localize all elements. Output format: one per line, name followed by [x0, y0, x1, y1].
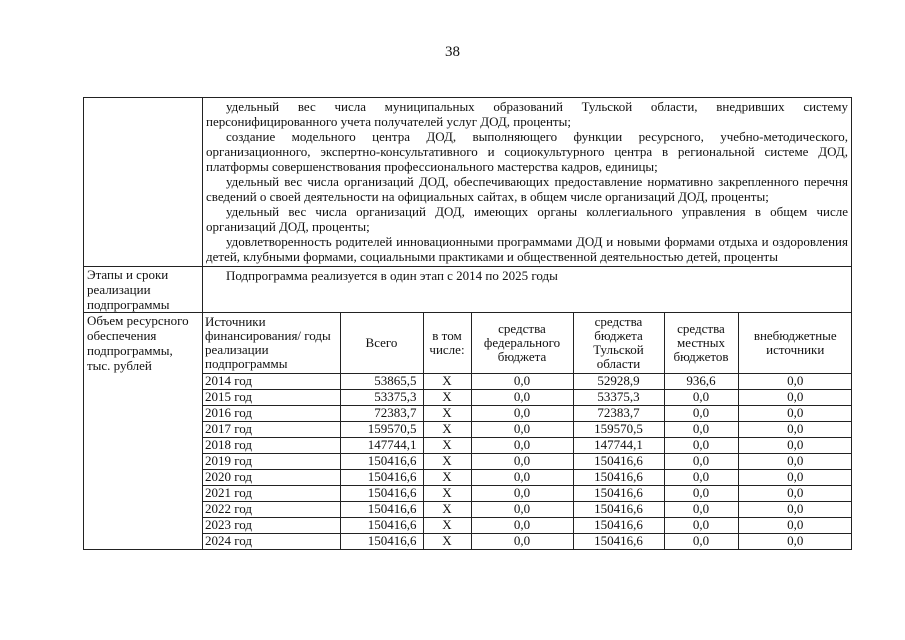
page-number: 38	[445, 44, 460, 60]
cell-year: 2021 год	[203, 486, 340, 502]
cell-federal: 0,0	[471, 502, 573, 518]
cell-extrabudget: 0,0	[738, 534, 852, 550]
cell-extrabudget: 0,0	[738, 486, 852, 502]
indicator-paragraph: создание модельного центра ДОД, выполняющего функции ресурсного, учебно-методического, организационного, экспертно-консультативного и социокультурного центра в региональной системе ДОД, платформы совершенствования профессионального мастерства кадров, единицы;	[206, 129, 848, 174]
cell-extrabudget: 0,0	[738, 438, 852, 454]
cell-regional: 150416,6	[573, 502, 664, 518]
cell-extrabudget: 0,0	[738, 390, 852, 406]
cell-local: 0,0	[664, 422, 738, 438]
targets-content-cell	[203, 98, 852, 267]
table-row	[203, 406, 852, 422]
table-row	[203, 390, 852, 406]
indicator-paragraph: удельный вес числа организаций ДОД, имеющих органы коллегиального управления в общем числе организаций ДОД, проценты;	[206, 204, 848, 234]
cell-total: 150416,6	[340, 534, 423, 550]
targets-label-cell	[84, 98, 203, 267]
cell-regional: 150416,6	[573, 518, 664, 534]
table-row	[203, 422, 852, 438]
cell-total: 150416,6	[340, 470, 423, 486]
cell-local: 0,0	[664, 390, 738, 406]
cell-total: 53865,5	[340, 374, 423, 390]
cell-federal: 0,0	[471, 406, 573, 422]
cell-total: 150416,6	[340, 502, 423, 518]
table-row	[203, 502, 852, 518]
cell-year: 2023 год	[203, 518, 340, 534]
cell-local: 0,0	[664, 502, 738, 518]
cell-year: 2024 год	[203, 534, 340, 550]
cell-including: X	[423, 470, 471, 486]
stages-label: Этапы и сроки реализации подпрограммы	[84, 267, 203, 313]
table-row	[203, 470, 852, 486]
cell-including: X	[423, 374, 471, 390]
header-including: в том числе:	[423, 313, 471, 374]
cell-extrabudget: 0,0	[738, 454, 852, 470]
cell-federal: 0,0	[471, 470, 573, 486]
stages-text: Подпрограмма реализуется в один этап с 2014 по 2025 годы	[226, 268, 558, 283]
cell-including: X	[423, 518, 471, 534]
funding-label: Объем ресурсного обеспечения подпрограммы, тыс. рублей	[84, 313, 203, 550]
header-federal: средства федерального бюджета	[471, 313, 573, 374]
cell-regional: 150416,6	[573, 534, 664, 550]
cell-year: 2018 год	[203, 438, 340, 454]
cell-regional: 150416,6	[573, 470, 664, 486]
header-source: Источники финансирования/ годы реализации подпрограммы	[203, 313, 340, 374]
cell-including: X	[423, 438, 471, 454]
cell-federal: 0,0	[471, 518, 573, 534]
cell-year: 2015 год	[203, 390, 340, 406]
passport-table	[83, 97, 852, 550]
cell-total: 150416,6	[340, 518, 423, 534]
cell-regional: 159570,5	[573, 422, 664, 438]
cell-including: X	[423, 422, 471, 438]
cell-extrabudget: 0,0	[738, 374, 852, 390]
cell-year: 2017 год	[203, 422, 340, 438]
funding-row	[84, 313, 852, 550]
cell-local: 0,0	[664, 486, 738, 502]
header-regional: средства бюджета Тульской области	[573, 313, 664, 374]
cell-extrabudget: 0,0	[738, 422, 852, 438]
cell-federal: 0,0	[471, 390, 573, 406]
cell-including: X	[423, 502, 471, 518]
cell-local: 0,0	[664, 470, 738, 486]
cell-local: 0,0	[664, 534, 738, 550]
cell-including: X	[423, 534, 471, 550]
header-local: средства местных бюджетов	[664, 313, 738, 374]
cell-year: 2019 год	[203, 454, 340, 470]
table-row	[203, 438, 852, 454]
cell-year: 2016 год	[203, 406, 340, 422]
cell-including: X	[423, 406, 471, 422]
cell-local: 936,6	[664, 374, 738, 390]
indicator-paragraph: удовлетворенность родителей инновационными программами ДОД и новыми формами отдыха и оздоровления детей, клубными формами, социальными практиками и общественной деятельностью детей, проценты	[206, 234, 848, 264]
header-extrabudget: внебюджетные источники	[738, 313, 852, 374]
cell-total: 53375,3	[340, 390, 423, 406]
cell-extrabudget: 0,0	[738, 406, 852, 422]
cell-including: X	[423, 390, 471, 406]
targets-row	[84, 98, 852, 267]
cell-local: 0,0	[664, 518, 738, 534]
cell-federal: 0,0	[471, 486, 573, 502]
cell-regional: 53375,3	[573, 390, 664, 406]
cell-including: X	[423, 454, 471, 470]
cell-local: 0,0	[664, 406, 738, 422]
cell-year: 2020 год	[203, 470, 340, 486]
cell-total: 150416,6	[340, 454, 423, 470]
stages-row	[84, 267, 852, 313]
cell-federal: 0,0	[471, 454, 573, 470]
funding-content-cell	[203, 313, 852, 550]
cell-federal: 0,0	[471, 374, 573, 390]
cell-regional: 150416,6	[573, 486, 664, 502]
indicator-paragraph: удельный вес числа муниципальных образований Тульской области, внедривших систему персонифицированного учета получателей услуг ДОД, проценты;	[206, 99, 848, 129]
cell-federal: 0,0	[471, 534, 573, 550]
cell-including: X	[423, 486, 471, 502]
cell-total: 72383,7	[340, 406, 423, 422]
cell-extrabudget: 0,0	[738, 470, 852, 486]
table-row	[203, 454, 852, 470]
table-row	[203, 486, 852, 502]
stages-content-cell	[203, 267, 852, 313]
table-row	[203, 374, 852, 390]
cell-regional: 150416,6	[573, 454, 664, 470]
funding-header-row	[203, 313, 852, 374]
funding-table	[203, 313, 852, 549]
table-row	[203, 518, 852, 534]
cell-year: 2014 год	[203, 374, 340, 390]
cell-total: 147744,1	[340, 438, 423, 454]
cell-year: 2022 год	[203, 502, 340, 518]
header-total: Всего	[340, 313, 423, 374]
cell-total: 159570,5	[340, 422, 423, 438]
funding-body	[203, 374, 852, 550]
cell-extrabudget: 0,0	[738, 518, 852, 534]
cell-extrabudget: 0,0	[738, 502, 852, 518]
cell-federal: 0,0	[471, 422, 573, 438]
cell-federal: 0,0	[471, 438, 573, 454]
cell-local: 0,0	[664, 438, 738, 454]
indicator-paragraph: удельный вес числа организаций ДОД, обеспечивающих предоставление нормативно закрепленного перечня сведений о своей деятельности на официальных сайтах, в общем числе организаций ДОД, проценты;	[206, 174, 848, 204]
cell-regional: 72383,7	[573, 406, 664, 422]
table-row	[203, 534, 852, 550]
cell-regional: 52928,9	[573, 374, 664, 390]
cell-local: 0,0	[664, 454, 738, 470]
cell-regional: 147744,1	[573, 438, 664, 454]
cell-total: 150416,6	[340, 486, 423, 502]
